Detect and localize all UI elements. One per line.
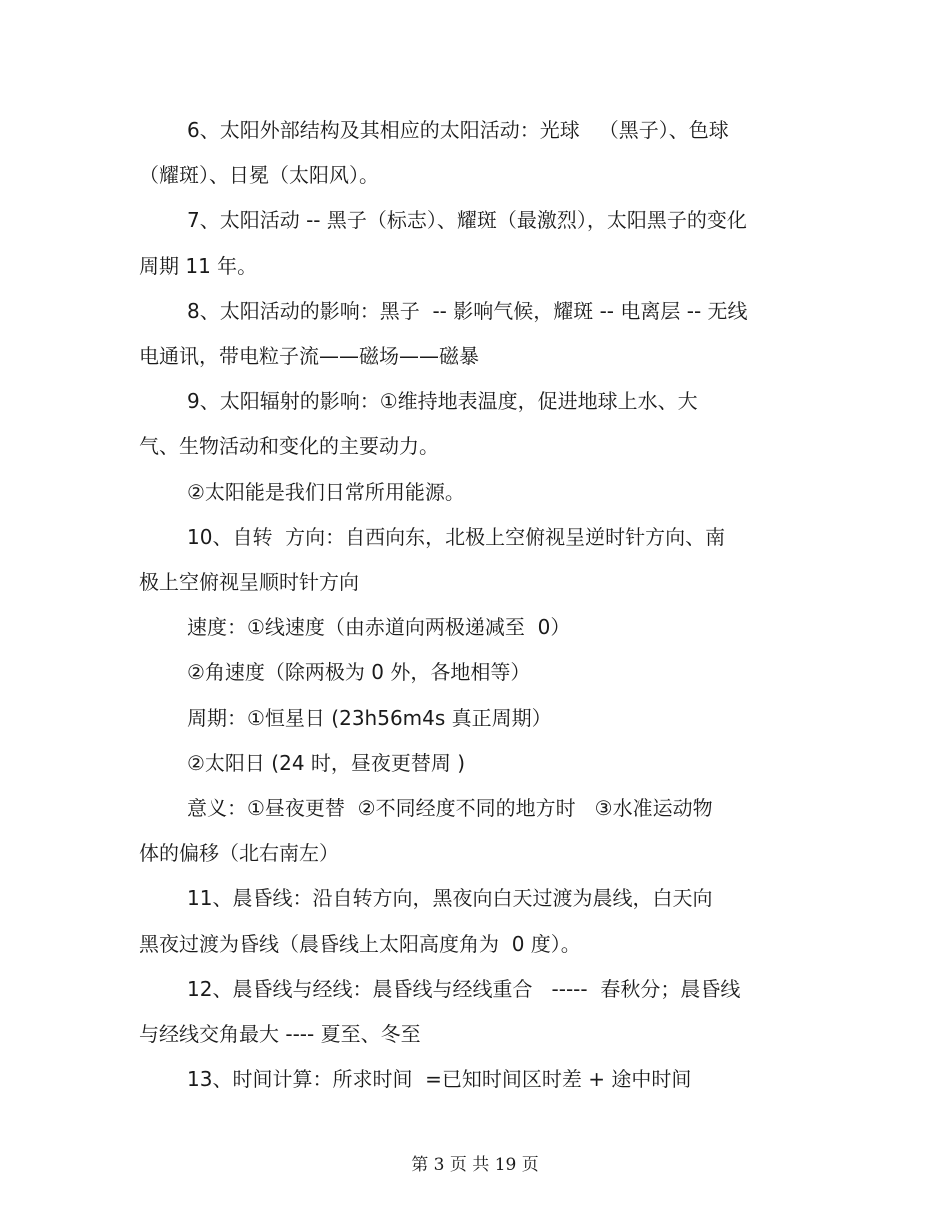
text-line: 12、晨昏线与经线：晨昏线与经线重合 ----- 春秋分；晨昏线 [187,977,741,1001]
text-line: 意义：①昼夜更替 ②不同经度不同的地方时 ③水准运动物 [187,796,713,820]
text-line: 黑夜过渡为昏线（晨昏线上太阳高度角为 0 度）。 [139,932,581,956]
text-line: ②角速度（除两极为 0 外，各地相等） [187,660,531,684]
text-line: （耀斑）、日冕（太阳风）。 [139,163,379,187]
text-line: 极上空俯视呈顺时针方向 [139,570,359,594]
text-line: 8、太阳活动的影响：黑子 -- 影响气候，耀斑 -- 电离层 -- 无线 [187,299,748,323]
text-line: 周期：①恒星日 (23h56m4s 真正周期） [187,706,552,730]
text-line: 气、生物活动和变化的主要动力。 [139,434,439,458]
text-line: 10、自转 方向：自西向东，北极上空俯视呈逆时针方向、南 [187,525,726,549]
text-line: ②太阳能是我们日常所用能源。 [187,480,465,504]
text-line: 速度：①线速度（由赤道向两极递减至 0） [187,615,571,639]
text-line: ②太阳日 (24 时，昼夜更替周 ) [187,751,466,775]
page-footer: 第 3 页 共 19 页 [411,1155,539,1175]
text-line: 6、太阳外部结构及其相应的太阳活动：光球 （黑子）、色球 [187,118,729,142]
text-line: 9、太阳辐射的影响：①维持地表温度，促进地球上水、大 [187,389,698,413]
text-line: 与经线交角最大 ---- 夏至、冬至 [139,1022,421,1046]
text-line: 7、太阳活动 -- 黑子（标志）、耀斑（最激烈），太阳黑子的变化 [187,208,747,232]
text-line: 13、时间计算：所求时间 =已知时间区时差 + 途中时间 [187,1067,692,1091]
text-line: 电通讯，带电粒子流——磁场——磁暴 [139,344,479,368]
text-line: 体的偏移（北右南左） [139,841,339,865]
text-line: 11、晨昏线：沿自转方向，黑夜向白天过渡为晨线，白天向 [187,886,713,910]
text-line: 周期 11 年。 [139,254,258,278]
